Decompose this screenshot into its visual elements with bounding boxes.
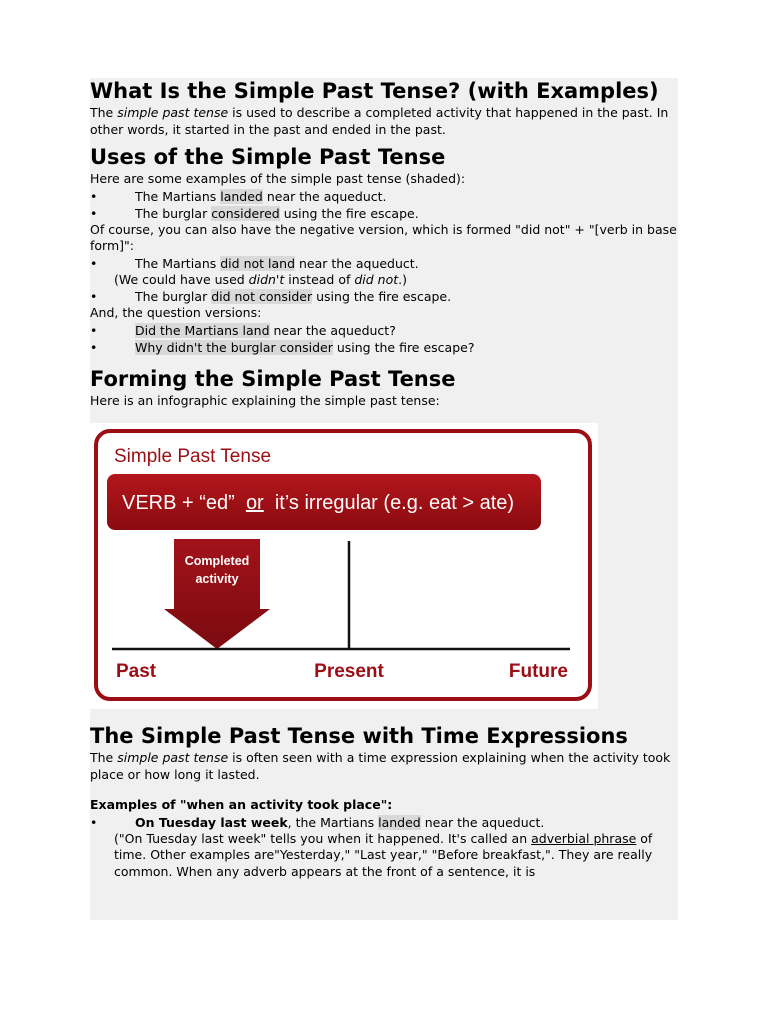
arrow-label-2: activity [195,572,239,586]
list-item [90,814,678,831]
intro-paragraph [90,105,678,138]
bullet: • [90,205,98,221]
examples-heading: Examples of "when an activity took place": [90,797,393,812]
emphasis: didn't [248,271,285,287]
formula-part: it’s irregular (e.g. eat > ate) [263,492,515,514]
text: near the aqueduct. [420,814,545,830]
text: using the fire escape. [279,205,419,221]
list-item [90,255,678,272]
text: near the aqueduct? [269,322,396,338]
list-item [90,188,678,205]
note [90,272,678,289]
formula-or: or [245,492,264,514]
list-item [90,339,678,356]
text: .) [398,271,407,287]
bullet: • [90,255,98,271]
list-item [90,205,678,222]
bullet: • [90,188,98,204]
list-item [90,288,678,305]
forming-lead: Here is an infographic explaining the simple past tense: [90,392,440,408]
shaded-verb: landed [378,814,421,830]
bold-phrase: On Tuesday last week [135,814,288,830]
note [90,831,678,881]
emphasis: did not [354,271,399,287]
text: , the Martians [287,814,379,830]
shaded-verb: Why didn't the burglar consider [135,339,333,355]
text: (We could have used [114,271,249,287]
text: using the fire escape. [312,289,452,304]
uses-lead: Here are some examples of the simple past tense (shaded): [90,171,466,186]
text: near the aqueduct. [262,188,387,204]
bullet: • [90,322,98,338]
intro-text-end: is used to describe a completed activity that happened in the past. In other words, it started in the past and ended in the past. [90,105,669,137]
infographic-frame [96,431,590,699]
intro-text: The [90,105,118,120]
page-title: What Is the Simple Past Tense? (with Examples) [90,79,659,103]
emphasis: simple past tense [117,750,229,765]
shaded-verb: landed [220,188,263,204]
text: The Martians [135,255,221,271]
text: The [90,750,118,765]
bullet: • [90,814,98,830]
text: near the aqueduct. [295,255,419,271]
label-present: Present [314,661,384,682]
arrow-label-1: Completed [184,554,250,568]
label-past: Past [116,661,157,682]
text: ("On Tuesday last week" tells you when it happened. It's called an [114,830,532,846]
text: of time. Other examples are"Yesterday," "Last year," "Before breakfast,". They are really common. When any adverb appears at the front of a sentence, it is [114,830,653,879]
heading-time-expressions: The Simple Past Tense with Time Expressions [90,724,628,748]
heading-forming: Forming the Simple Past Tense [90,366,456,391]
text: instead of [284,271,355,287]
formula-text [122,492,514,514]
time-lead [90,750,678,783]
infographic-title: Simple Past Tense [114,446,272,467]
text: using the fire escape? [332,339,475,355]
question-lead: And, the question versions: [90,305,262,320]
list-item [90,322,678,339]
infographic-svg [90,423,598,709]
text: The Martians [135,188,221,204]
shaded-verb: considered [211,205,280,221]
formula-part: VERB + “ed” [122,492,246,514]
intro-emphasis: simple past tense [117,105,229,120]
document-page [90,78,678,920]
text: is often seen with a time expression explaining when the activity took place or how long it lasted. [90,750,671,782]
heading-uses: Uses of the Simple Past Tense [90,145,446,169]
shaded-verb: did not land [220,255,295,271]
adverbial-phrase-link[interactable]: adverbial phrase [531,830,637,846]
text: The burglar [135,289,212,304]
infographic [90,423,598,709]
shaded-verb: did not consider [211,289,313,304]
text: The burglar [135,205,212,221]
bullet: • [90,339,98,355]
negative-lead: Of course, you can also have the negative version, which is formed "did not" + "[verb in base form]": [90,221,677,253]
shaded-verb: Did the Martians land [135,322,270,338]
bullet: • [90,289,98,304]
label-future: Future [508,661,568,682]
